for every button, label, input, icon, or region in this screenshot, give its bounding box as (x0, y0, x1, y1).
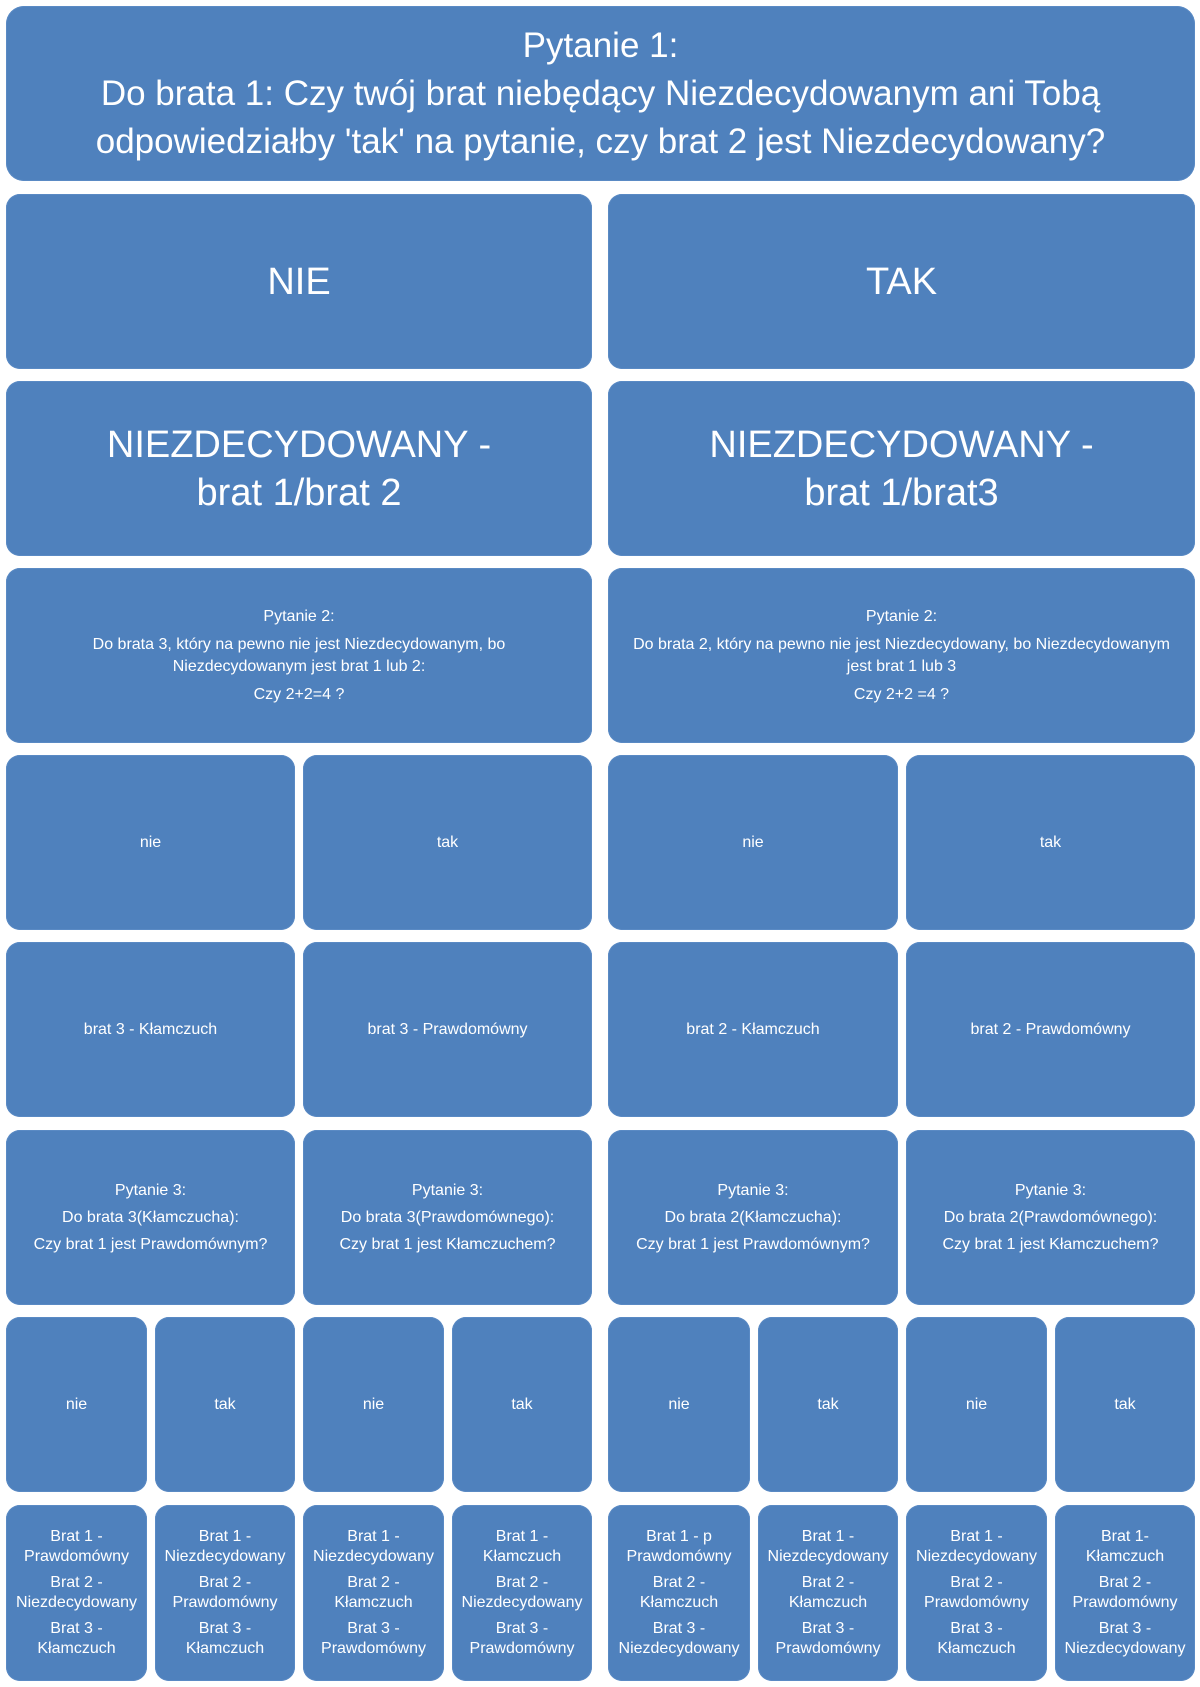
result-rr-nie-brat3-role: Kłamczuch (937, 1640, 1016, 1657)
result-rr-tak-brat3-label: Brat 3 - (1098, 1620, 1152, 1637)
result-rr-tak-brat2-label: Brat 2 - (1098, 1574, 1152, 1591)
result-ll-nie-brat2-role: Niezdecydowany (16, 1594, 137, 1611)
question-3-right-nie-line-2: Czy brat 1 jest Prawdomównym? (636, 1236, 870, 1253)
result-ll-tak-box (155, 1505, 295, 1681)
result-lr-nie-brat1-role: Niezdecydowany (313, 1548, 434, 1565)
question-3-left-nie-box (6, 1130, 295, 1305)
question-3-left-nie-line-0: Pytanie 3: (114, 1182, 187, 1199)
result-rl-nie-brat2-role: Kłamczuch (639, 1594, 719, 1611)
answer-2-left-tak-box (303, 755, 592, 930)
answer-3-lr-tak-label: tak (511, 1395, 533, 1413)
result-rr-tak-brat1-role: Kłamczuch (1085, 1548, 1165, 1565)
result-lr-nie-box (303, 1505, 444, 1681)
identity-right-nie-box (608, 942, 898, 1117)
answer-2-left-nie-label: nie (139, 833, 162, 851)
question-1-line-1: Do brata 1: Czy twój brat niebędący Niezdecydowanym ani Tobą (100, 73, 1101, 113)
result-ll-nie-box (6, 1505, 147, 1681)
result-ll-nie-brat2-label: Brat 2 - (50, 1574, 103, 1591)
result-rl-nie-box (608, 1505, 750, 1681)
result-lr-nie-brat1-label: Brat 1 - (347, 1528, 400, 1545)
result-ll-tak-brat3-role: Kłamczuch (185, 1640, 265, 1657)
answer-2-right-tak-label: tak (1039, 833, 1062, 851)
answer-3-rl-tak-box (758, 1317, 898, 1492)
answer-3-ll-tak-box (155, 1317, 295, 1492)
question-2-left-body-0: Do brata 3, który na pewno nie jest Niezdecydowanym, bo (92, 635, 506, 653)
question-3-left-tak-box (303, 1130, 592, 1305)
result-rl-tak-brat1-label: Brat 1 - (801, 1528, 855, 1545)
question-3-right-nie-box (608, 1130, 898, 1305)
result-rl-nie-brat3-role: Niezdecydowany (618, 1640, 740, 1657)
answer-3-lr-nie-box (303, 1317, 444, 1492)
answer-3-rr-nie-box (906, 1317, 1047, 1492)
answer-3-rl-nie-label: nie (668, 1395, 690, 1413)
identity-left-nie-box (6, 942, 295, 1117)
result-lr-nie-brat2-role: Kłamczuch (334, 1594, 413, 1611)
result-lr-tak-brat2-label: Brat 2 - (495, 1574, 549, 1591)
result-lr-tak-brat3-label: Brat 3 - (495, 1620, 549, 1637)
result-rr-tak-brat2-role: Prawdomówny (1072, 1594, 1178, 1611)
result-ll-tak-brat1-role: Niezdecydowany (164, 1548, 286, 1565)
result-rl-nie-brat1-role: Prawdomówny (626, 1548, 732, 1565)
answer-3-lr-nie-label: nie (362, 1395, 385, 1413)
result-lr-nie-brat3-role: Prawdomówny (321, 1640, 426, 1657)
question-1-line-2: odpowiedziałby 'tak' na pytanie, czy brat 2 jest Niezdecydowany? (95, 121, 1106, 161)
answer-3-rr-tak-label: tak (1114, 1395, 1136, 1413)
question-3-right-nie-line-0: Pytanie 3: (717, 1182, 789, 1199)
result-rr-nie-brat2-role: Prawdomówny (924, 1594, 1029, 1611)
result-rl-nie-brat1-label: Brat 1 - p (646, 1528, 712, 1545)
result-lr-tak-brat3-role: Prawdomówny (469, 1640, 575, 1657)
question-2-left-box (6, 568, 592, 743)
question-2-right-box (608, 568, 1195, 743)
question-3-left-tak-line-1: Do brata 3(Prawdomównego): (340, 1209, 555, 1226)
answer-2-right-tak-box (906, 755, 1195, 930)
result-rl-tak-brat2-label: Brat 2 - (801, 1574, 855, 1591)
result-lr-nie-brat3-label: Brat 3 - (347, 1620, 400, 1637)
result-ll-tak-brat2-label: Brat 2 - (198, 1574, 252, 1591)
question-2-left-body-1: Niezdecydowanym jest brat 1 lub 2: (172, 657, 426, 675)
undecided-left-line-1: brat 1/brat 2 (196, 471, 402, 514)
question-2-left-title: Pytanie 2: (263, 607, 335, 625)
undecided-left-box (6, 381, 592, 556)
result-rr-nie-brat1-role: Niezdecydowany (916, 1548, 1037, 1565)
identity-left-nie-label: brat 3 - Kłamczuch (83, 1020, 218, 1038)
question-3-left-tak-line-2: Czy brat 1 jest Kłamczuchem? (339, 1236, 556, 1253)
question-3-left-tak-line-0: Pytanie 3: (411, 1182, 484, 1199)
undecided-left-line-0: NIEZDECYDOWANY - (106, 423, 492, 466)
question-3-right-tak-line-2: Czy brat 1 jest Kłamczuchem? (942, 1236, 1159, 1253)
answer-nie-label: NIE (267, 260, 331, 303)
result-ll-nie-brat1-label: Brat 1 - (50, 1528, 103, 1545)
result-ll-nie-brat3-label: Brat 3 - (50, 1620, 103, 1637)
result-rr-nie-brat2-label: Brat 2 - (950, 1574, 1003, 1591)
result-rr-tak-brat1-label: Brat 1- (1100, 1528, 1149, 1545)
result-ll-tak-brat3-label: Brat 3 - (198, 1620, 252, 1637)
identity-right-tak-label: brat 2 - Prawdomówny (970, 1020, 1131, 1038)
result-rr-tak-brat3-role: Niezdecydowany (1064, 1640, 1186, 1657)
result-lr-tak-brat1-label: Brat 1 - (495, 1528, 549, 1545)
answer-3-rl-tak-label: tak (817, 1395, 839, 1413)
result-ll-nie-brat3-role: Kłamczuch (37, 1640, 116, 1657)
question-2-right-body-1: jest brat 1 lub 3 (846, 657, 957, 675)
answer-3-ll-tak-label: tak (214, 1395, 236, 1413)
result-rl-tak-brat3-label: Brat 3 - (801, 1620, 855, 1637)
answer-2-left-tak-label: tak (436, 833, 459, 851)
result-rl-tak-brat1-role: Niezdecydowany (767, 1548, 889, 1565)
identity-left-tak-label: brat 3 - Prawdomówny (367, 1020, 528, 1038)
question-3-left-nie-line-1: Do brata 3(Kłamczucha): (62, 1209, 239, 1226)
identity-right-nie-label: brat 2 - Kłamczuch (686, 1020, 820, 1038)
identity-left-tak-box (303, 942, 592, 1117)
question-1-title: Pytanie 1: (522, 25, 679, 65)
result-rr-nie-brat1-label: Brat 1 - (950, 1528, 1003, 1545)
result-lr-tak-brat1-role: Kłamczuch (482, 1548, 562, 1565)
answer-3-rr-tak-box (1055, 1317, 1195, 1492)
result-rl-tak-box (758, 1505, 898, 1681)
result-ll-nie-brat1-role: Prawdomówny (24, 1548, 129, 1565)
result-rr-nie-brat3-label: Brat 3 - (950, 1620, 1003, 1637)
answer-2-right-nie-box (608, 755, 898, 930)
question-2-right-ask: Czy 2+2 =4 ? (853, 685, 950, 703)
answer-3-rr-nie-label: nie (965, 1395, 988, 1413)
result-ll-tak-brat2-role: Prawdomówny (172, 1594, 278, 1611)
result-rr-tak-box (1055, 1505, 1195, 1681)
question-1-box (6, 6, 1195, 181)
answer-2-right-nie-label: nie (742, 833, 764, 851)
result-lr-tak-box (452, 1505, 592, 1681)
result-ll-tak-brat1-label: Brat 1 - (198, 1528, 252, 1545)
identity-right-tak-box (906, 942, 1195, 1117)
undecided-right-box (608, 381, 1195, 556)
answer-3-lr-tak-box (452, 1317, 592, 1492)
result-rl-tak-brat3-role: Prawdomówny (775, 1640, 881, 1657)
result-lr-nie-brat2-label: Brat 2 - (347, 1574, 400, 1591)
answer-nie-box (6, 194, 592, 369)
question-3-right-nie-line-1: Do brata 2(Kłamczucha): (664, 1209, 842, 1226)
answer-3-rl-nie-box (608, 1317, 750, 1492)
answer-tak-label: TAK (865, 260, 938, 303)
answer-3-ll-nie-box (6, 1317, 147, 1492)
question-3-right-tak-line-1: Do brata 2(Prawdomównego): (943, 1209, 1158, 1226)
result-rl-nie-brat2-label: Brat 2 - (652, 1574, 706, 1591)
question-2-right-title: Pytanie 2: (865, 607, 938, 625)
answer-2-left-nie-box (6, 755, 295, 930)
question-3-right-tak-line-0: Pytanie 3: (1014, 1182, 1087, 1199)
question-2-left-ask: Czy 2+2=4 ? (253, 685, 345, 703)
result-rl-tak-brat2-role: Kłamczuch (788, 1594, 868, 1611)
result-lr-tak-brat2-role: Niezdecydowany (461, 1594, 583, 1611)
undecided-right-line-1: brat 1/brat3 (804, 471, 999, 514)
answer-3-ll-nie-label: nie (65, 1395, 88, 1413)
answer-tak-box (608, 194, 1195, 369)
result-rr-nie-box (906, 1505, 1047, 1681)
question-3-left-nie-line-2: Czy brat 1 jest Prawdomównym? (33, 1236, 268, 1253)
question-3-right-tak-box (906, 1130, 1195, 1305)
question-2-right-body-0: Do brata 2, który na pewno nie jest Niezdecydowany, bo Niezdecydowanym (633, 635, 1170, 653)
undecided-right-line-0: NIEZDECYDOWANY - (709, 423, 1094, 466)
result-rl-nie-brat3-label: Brat 3 - (652, 1620, 706, 1637)
